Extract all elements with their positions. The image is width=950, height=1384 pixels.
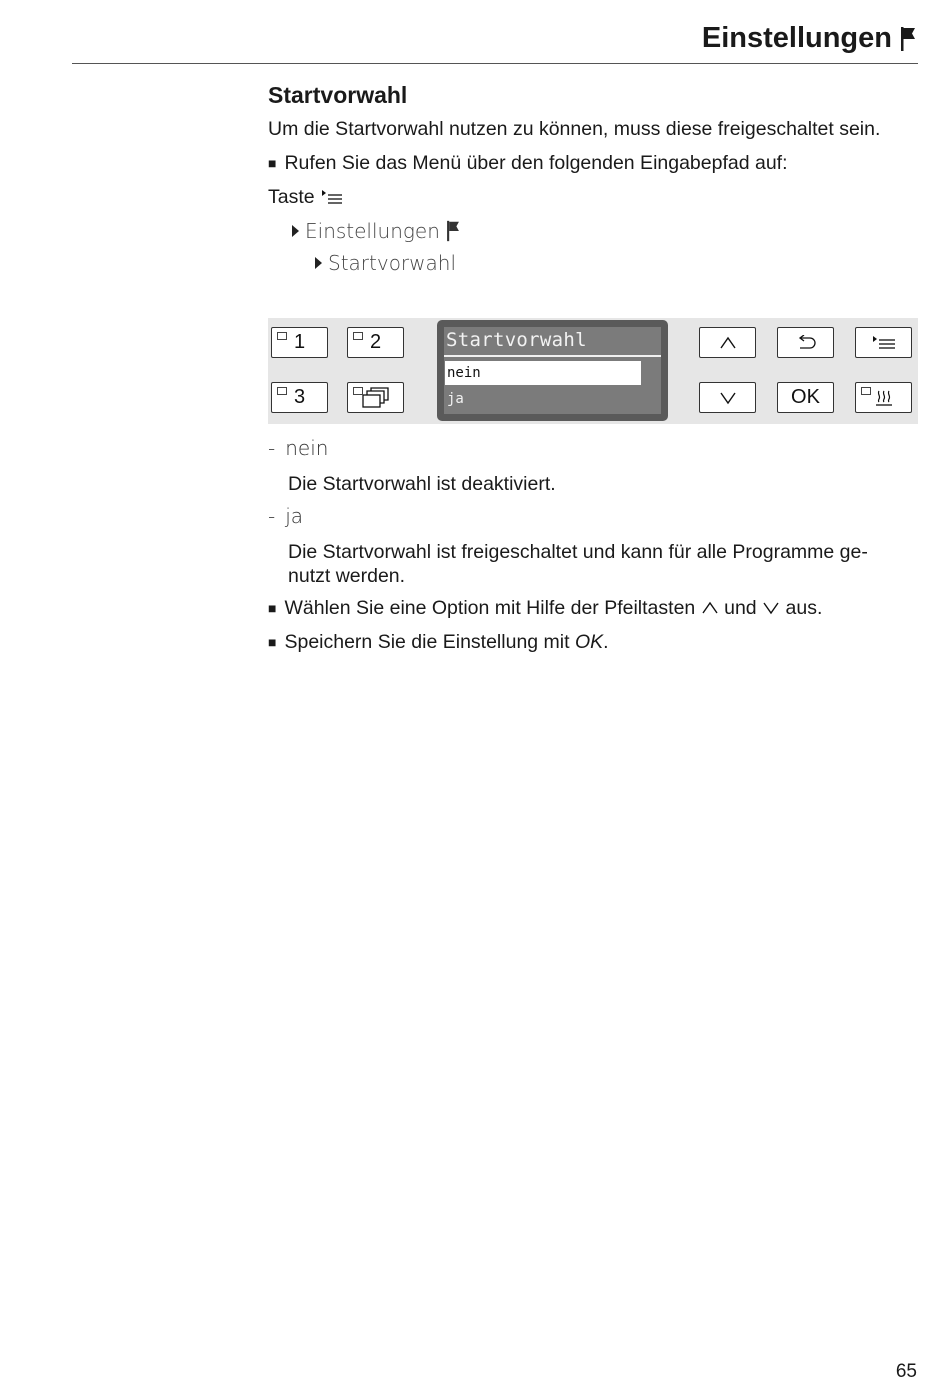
- led-indicator: [277, 332, 287, 340]
- triangle-right-icon: [315, 257, 322, 269]
- key-label: 1: [293, 331, 306, 353]
- header-title: Einstellungen: [701, 22, 892, 54]
- option-desc-line: nutzt werden.: [288, 565, 406, 587]
- option-desc: [268, 540, 918, 588]
- option-desc: Die Startvorwahl ist deaktiviert.: [288, 473, 556, 495]
- led-indicator: [353, 332, 363, 340]
- option-name: ja: [285, 504, 304, 528]
- path-einstellungen: [268, 219, 918, 243]
- option-desc-line: Die Startvorwahl ist freigeschaltet und kann für alle Programme ge-: [288, 541, 868, 563]
- display-divider: [444, 355, 661, 357]
- led-indicator: [861, 387, 871, 395]
- intro-text: Um die Startvorwahl nutzen zu können, muss diese freigeschaltet sein.: [268, 118, 881, 140]
- arrow-up-button[interactable]: [699, 327, 756, 358]
- key-3-button[interactable]: [271, 382, 328, 413]
- ok-emphasis: OK: [574, 631, 604, 653]
- display-option: ja: [447, 391, 464, 407]
- dash-marker: -: [268, 436, 276, 460]
- ok-button[interactable]: [777, 382, 834, 413]
- key-label: OK: [791, 386, 820, 408]
- bullet-square-icon: ■: [268, 634, 277, 650]
- taste-line: [268, 185, 918, 209]
- flag-icon: [446, 220, 460, 242]
- page-header: [702, 22, 916, 55]
- stacked-pages-icon: [362, 387, 390, 409]
- step-text: [284, 630, 608, 654]
- key-1-button[interactable]: [271, 327, 328, 358]
- step-save: [268, 630, 918, 654]
- back-button[interactable]: [777, 327, 834, 358]
- bullet-square-icon: ■: [268, 600, 277, 616]
- display-screen: [437, 320, 668, 421]
- section-title: Startvorwahl: [268, 82, 408, 108]
- option-ja: [268, 504, 918, 528]
- display-title: Startvorwahl: [446, 329, 587, 351]
- header-divider: [72, 63, 918, 64]
- bullet-square-icon: ■: [268, 155, 277, 171]
- arrow-down-button[interactable]: [699, 382, 756, 413]
- key-2-button[interactable]: [347, 327, 404, 358]
- option-nein: [268, 436, 918, 460]
- drying-icon: [875, 389, 893, 407]
- step-open-menu: [268, 151, 918, 175]
- key-label: 2: [369, 331, 382, 353]
- dash-marker: -: [268, 504, 276, 528]
- display-area: [444, 327, 661, 414]
- step-open-menu-text: Rufen Sie das Menü über den folgenden Eingabepfad auf:: [284, 152, 788, 174]
- step-text-part: Wählen Sie eine Option mit Hilfe der Pfeiltasten: [284, 597, 696, 619]
- program-list-button[interactable]: [347, 382, 404, 413]
- step-select-option: [268, 596, 918, 620]
- path-startvorwahl: [268, 251, 918, 275]
- step-text-part: .: [603, 631, 609, 653]
- menu-button[interactable]: [855, 327, 912, 358]
- menu-key-icon: [321, 188, 343, 206]
- back-arrow-icon: [795, 335, 817, 351]
- step-text-part: Speichern Sie die Einstellung mit: [284, 631, 570, 653]
- display-option-selected: nein: [445, 361, 641, 385]
- chevron-down-icon: [719, 391, 737, 405]
- step-text-part: und: [724, 597, 757, 619]
- page-number: 65: [895, 1361, 917, 1382]
- menu-key-icon: [871, 334, 897, 352]
- chevron-up-icon: [701, 601, 719, 615]
- led-indicator: [277, 387, 287, 395]
- taste-label: Taste: [268, 186, 315, 208]
- triangle-right-icon: [292, 225, 299, 237]
- led-indicator: [353, 387, 363, 395]
- flag-icon: [900, 26, 916, 52]
- drying-button[interactable]: [855, 382, 912, 413]
- path-item-label: Startvorwahl: [328, 251, 456, 275]
- step-text: [284, 596, 822, 620]
- chevron-up-icon: [719, 336, 737, 350]
- key-label: 3: [293, 386, 306, 408]
- path-item-label: Einstellungen: [305, 219, 440, 243]
- chevron-down-icon: [762, 601, 780, 615]
- options-section: [268, 436, 918, 654]
- option-name: nein: [285, 436, 329, 460]
- step-text-part: aus.: [785, 597, 823, 619]
- control-panel: [268, 318, 918, 424]
- main-content: [268, 82, 918, 275]
